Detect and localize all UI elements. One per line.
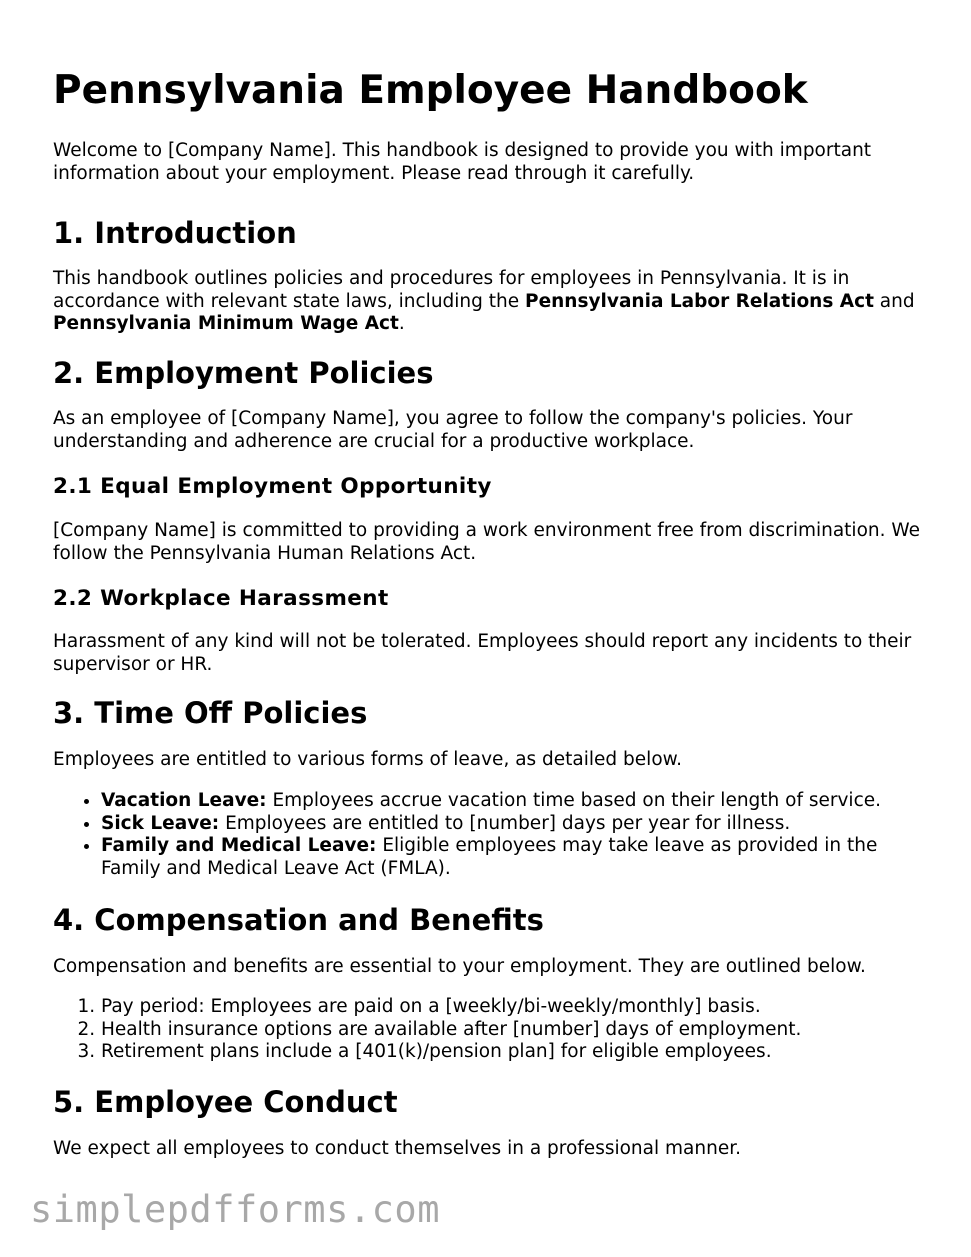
- section-heading-introduction: 1. Introduction: [53, 216, 297, 251]
- section-heading-employment-policies: 2. Employment Policies: [53, 355, 434, 390]
- sick-leave-label: Sick Leave:: [101, 812, 220, 834]
- section-heading-compensation: 4. Compensation and Benefits: [53, 902, 544, 937]
- introduction-paragraph: [53, 268, 933, 336]
- subsection-heading-equal-employment: 2.1 Equal Employment Opportunity: [53, 474, 492, 500]
- time-off-list: [53, 790, 933, 880]
- vacation-leave-label: Vacation Leave:: [101, 790, 267, 812]
- introduction-text-a: This handbook outlines policies and procedures for employees in Pennsylvania. It is in accordance with relevant state laws, including the: [53, 268, 850, 312]
- vacation-leave-text: Employees accrue vacation time based on their length of service.: [266, 790, 882, 812]
- labor-relations-act: Pennsylvania Labor Relations Act: [525, 290, 874, 312]
- list-item-health-insurance: 2. Health insurance options are available after [number] days of employment.: [101, 1019, 933, 1042]
- compensation-paragraph: Compensation and benefits are essential to your employment. They are outlined below.: [53, 955, 866, 977]
- document-body: [53, 140, 933, 1160]
- conduct-paragraph: We expect all employees to conduct themselves in a professional manner.: [53, 1137, 741, 1159]
- section-heading-conduct: 5. Employee Conduct: [53, 1084, 398, 1119]
- list-item-vacation: [101, 790, 933, 813]
- compensation-list: [53, 996, 933, 1064]
- family-medical-leave-text: Eligible employees may take leave as provided in the Family and Medical Leave Act (FMLA).: [101, 835, 878, 879]
- family-medical-leave-label: Family and Medical Leave:: [101, 835, 377, 857]
- section-heading-time-off: 3. Time Off Policies: [53, 695, 368, 730]
- introduction-text-c: .: [398, 313, 405, 335]
- equal-employment-paragraph: [Company Name] is committed to providing a work environment free from discrimination. We follow the Pennsylvania Human Relations Act.: [53, 520, 920, 564]
- intro-paragraph: Welcome to [Company Name]. This handbook is designed to provide you with important information about your employment. Please read through it carefully.: [53, 140, 872, 184]
- list-item-family-medical: [101, 835, 933, 880]
- employment-policies-paragraph: As an employee of [Company Name], you agree to follow the company's policies. Your understanding and adherence are crucial for a productive workplace.: [53, 407, 853, 452]
- sick-leave-text: Employees are entitled to [number] days per year for illness.: [219, 812, 791, 834]
- document-title: Pennsylvania Employee Handbook: [53, 68, 808, 113]
- list-item-pay-period: 1. Pay period: Employees are paid on a [weekly/bi-weekly/monthly] basis.: [101, 996, 933, 1019]
- list-item-sick: [101, 813, 933, 836]
- minimum-wage-act: Pennsylvania Minimum Wage Act: [53, 313, 399, 335]
- list-item-retirement: 3. Retirement plans include a [401(k)/pension plan] for eligible employees.: [101, 1041, 933, 1064]
- watermark-logo: simplepdfforms.com: [30, 1188, 440, 1231]
- harassment-paragraph: Harassment of any kind will not be tolerated. Employees should report any incidents to their supervisor or HR.: [53, 631, 912, 675]
- introduction-text-b: and: [873, 290, 915, 312]
- subsection-heading-harassment: 2.2 Workplace Harassment: [53, 586, 389, 612]
- time-off-paragraph: Employees are entitled to various forms of leave, as detailed below.: [53, 748, 682, 770]
